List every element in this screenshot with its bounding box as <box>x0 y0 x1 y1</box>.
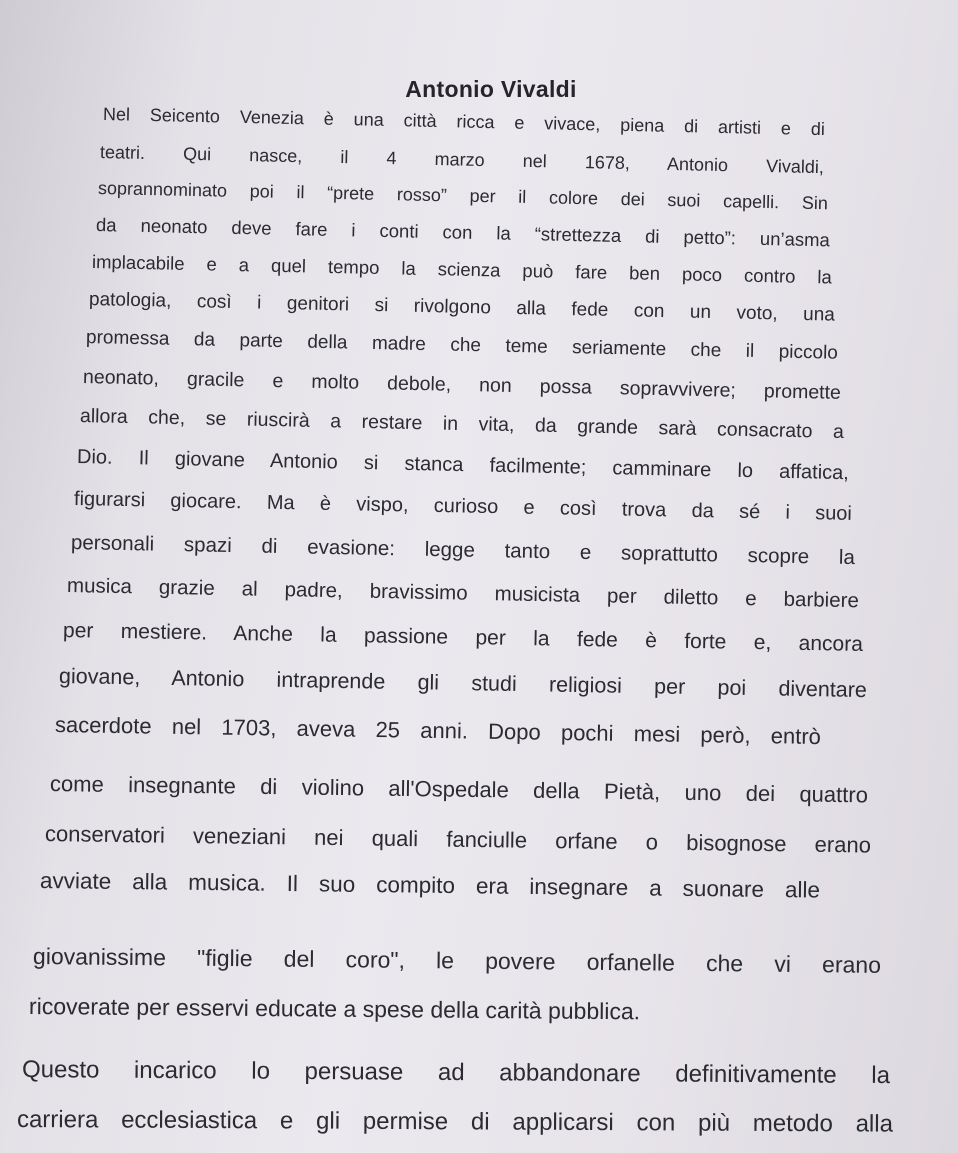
text-line: soprannominato poi il “prete rosso” per il colore dei suoi capelli. Sin <box>97 178 829 214</box>
text-line: sacerdote nel 1703, aveva 25 anni. Dopo pochi mesi però, entrò <box>54 712 822 750</box>
text-line: ricoverate per esservi educate a spese della carità pubblica. <box>28 993 641 1025</box>
text-line: da neonato deve fare i conti con la “strettezza di petto”: un’asma <box>95 214 831 251</box>
text-line: teatri. Qui nasce, il 4 marzo nel 1678, Antonio Vivaldi, <box>99 142 825 178</box>
text-line: come insegnante di violino all'Ospedale della Pietà, uno dei quattro <box>49 771 869 808</box>
text-line: promessa da parte della madre che teme seriamente che il piccolo <box>85 327 839 364</box>
text-line: giovane, Antonio intraprende gli studi religiosi per poi diventare <box>58 664 868 703</box>
text-line: carriera ecclesiastica e gli permise di applicarsi con più metodo alla <box>16 1106 894 1138</box>
text-line: Dio. Il giovane Antonio si stanca facilmente; camminare lo affatica, <box>76 446 850 485</box>
text-line: conservatori veneziani nei quali fanciulle orfane o bisognose erano <box>44 821 872 858</box>
text-line: allora che, se riuscirà a restare in vita, da grande sarà consacrato a <box>79 405 845 443</box>
text-line: neonato, gracile e molto debole, non possa sopravvivere; promette <box>82 366 842 404</box>
text-line: patologia, così i genitori si rivolgono alla fede con un voto, una <box>88 289 836 326</box>
text-line: implacabile e a quel tempo la scienza può fare ben poco contro la <box>91 251 833 288</box>
text-line: musica grazie al padre, bravissimo musicista per diletto e barbiere <box>66 574 860 613</box>
text-line: giovanissime "figlie del coro", le povere orfanelle che vi erano <box>32 943 882 978</box>
text-line: avviate alla musica. Il suo compito era insegnare a suonare alle <box>39 868 821 903</box>
text-line: Questo incarico lo persuase ad abbandonare definitivamente la <box>21 1056 891 1090</box>
text-line: personali spazi di evasione: legge tanto e soprattutto scopre la <box>70 531 856 570</box>
text-line: figurarsi giocare. Ma è vispo, curioso e così trova da sé i suoi <box>73 488 853 525</box>
document-title: Antonio Vivaldi <box>405 76 577 102</box>
text-line: Nel Seicento Venezia è una città ricca e vivace, piena di artisti e di <box>102 104 826 140</box>
text-line: per mestiere. Anche la passione per la fede è forte e, ancora <box>62 619 864 656</box>
